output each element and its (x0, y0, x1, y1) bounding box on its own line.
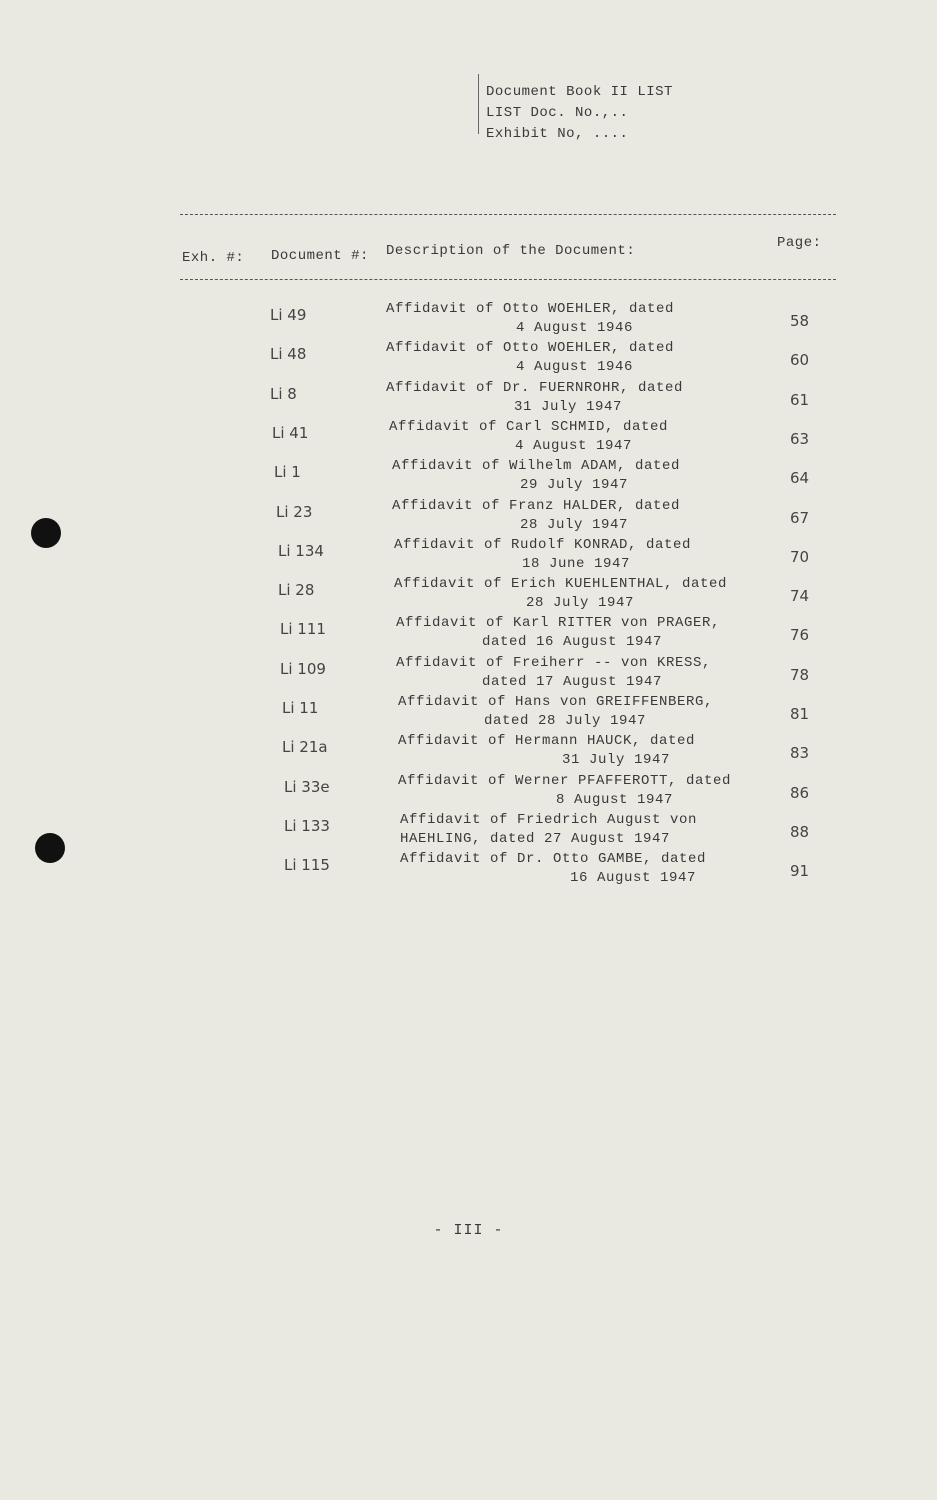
document-description (386, 379, 683, 417)
page-number-cell: 91 (790, 862, 810, 881)
description-line-2: 28 July 1947 (526, 595, 635, 612)
col-head-page: Page: (777, 235, 822, 251)
page-number-cell: 88 (790, 822, 810, 841)
description-line-2: 31 July 1947 (514, 398, 623, 415)
table-row (0, 614, 937, 654)
document-description (398, 732, 695, 770)
description-line-2: 28 July 1947 (520, 516, 629, 533)
description-line-1: Affidavit of Wilhelm ADAM, dated (392, 458, 681, 475)
document-description (389, 418, 668, 456)
exhibit-number: Li 8 (270, 384, 297, 403)
document-description (398, 772, 731, 810)
description-line-2: 16 August 1947 (570, 870, 697, 887)
exhibit-number: Li 49 (270, 306, 307, 324)
exhibit-number: Li 23 (276, 502, 313, 521)
page-number-cell: 76 (790, 626, 810, 645)
page-number: - III - (433, 1222, 504, 1239)
page-number-cell: 67 (790, 508, 810, 527)
document-description (396, 614, 720, 652)
document-description (392, 457, 680, 495)
page-number-cell: 78 (790, 665, 810, 684)
page-number-cell: 81 (790, 705, 810, 723)
page-number-cell: 61 (790, 390, 810, 409)
description-line-1: Affidavit of Dr. FUERNROHR, dated (386, 379, 684, 396)
document-description (400, 850, 706, 888)
exhibit-number: Li 33e (284, 777, 330, 796)
document-description (394, 575, 727, 613)
col-head-document: Document #: (271, 248, 369, 264)
table-row (0, 536, 937, 576)
col-head-description: Description of the Document: (386, 243, 636, 259)
exhibit-number: Li 109 (280, 659, 326, 678)
description-line-2: dated 17 August 1947 (482, 673, 663, 690)
table-row (0, 811, 937, 851)
table-row (0, 575, 937, 615)
exhibit-number: Li 1 (274, 463, 301, 482)
description-line-2: HAEHLING, dated 27 August 1947 (400, 830, 671, 847)
description-line-1: Affidavit of Friedrich August von (400, 811, 698, 828)
table-row (0, 654, 937, 694)
description-line-1: Affidavit of Erich KUEHLENTHAL, dated (394, 576, 728, 593)
exhibit-number: Li 21a (282, 738, 328, 757)
exhibit-number: Li 134 (278, 541, 324, 560)
top-divider (180, 214, 836, 215)
table-row (0, 497, 937, 537)
exhibit-number: Li 115 (284, 856, 330, 875)
description-line-1: Affidavit of Hermann HAUCK, dated (398, 733, 696, 750)
table-row (0, 732, 937, 772)
page-number-cell: 58 (790, 312, 810, 330)
table-row (0, 850, 937, 890)
document-description (396, 654, 711, 692)
document-description (386, 300, 674, 338)
description-line-1: Affidavit of Otto WOEHLER, dated (386, 340, 675, 357)
exhibit-number: Li 133 (284, 816, 330, 835)
description-line-1: Affidavit of Werner PFAFFEROTT, dated (398, 772, 732, 789)
description-line-2: 4 August 1947 (515, 437, 633, 454)
header-block (486, 82, 673, 145)
exhibit-number: Li 41 (272, 423, 309, 442)
description-line-1: Affidavit of Hans von GREIFFENBERG, (398, 694, 714, 710)
exhibit-number: Li 28 (278, 581, 315, 600)
margin-mark (478, 74, 479, 134)
page-number-cell: 60 (790, 351, 810, 370)
table-row (0, 339, 937, 379)
description-line-2: 4 August 1946 (516, 359, 634, 376)
table-row (0, 379, 937, 419)
col-head-exh: Exh. #: (182, 250, 245, 266)
document-description (400, 811, 697, 849)
page-number-cell: 74 (790, 587, 810, 606)
document-description (392, 497, 680, 535)
page-number-cell: 70 (790, 547, 810, 566)
exhibit-number: Li 11 (282, 699, 319, 717)
description-line-1: Affidavit of Dr. Otto GAMBE, dated (400, 851, 707, 868)
description-line-2: 8 August 1947 (556, 791, 674, 808)
table-row (0, 772, 937, 812)
description-line-2: dated 16 August 1947 (482, 634, 663, 651)
document-description (386, 339, 674, 377)
header-exhibit-no: Exhibit No, .... (486, 126, 629, 142)
description-line-2: 4 August 1946 (516, 320, 634, 336)
header-divider (180, 279, 836, 280)
description-line-1: Affidavit of Carl SCHMID, dated (389, 418, 669, 435)
page-number-cell: 86 (790, 783, 810, 802)
document-description (394, 536, 691, 574)
description-line-2: 29 July 1947 (520, 477, 629, 494)
page-number-cell: 64 (790, 469, 810, 488)
document-description (398, 693, 713, 731)
page-number-cell: 83 (790, 744, 810, 763)
table-row (0, 693, 937, 733)
table-row (0, 418, 937, 458)
table-row (0, 300, 937, 340)
description-line-2: 18 June 1947 (522, 555, 631, 572)
description-line-1: Affidavit of Freiherr -- von KRESS, (396, 654, 712, 671)
description-line-1: Affidavit of Otto WOEHLER, dated (386, 301, 675, 317)
exhibit-number: Li 48 (270, 345, 307, 364)
description-line-2: dated 28 July 1947 (484, 713, 647, 729)
description-line-1: Affidavit of Rudolf KONRAD, dated (394, 536, 692, 553)
description-line-1: Affidavit of Franz HALDER, dated (392, 497, 681, 514)
header-doc-no: LIST Doc. No.,.. (486, 105, 629, 121)
exhibit-number: Li 111 (280, 620, 326, 639)
description-line-1: Affidavit of Karl RITTER von PRAGER, (396, 615, 721, 632)
page-number-cell: 63 (790, 429, 810, 448)
description-line-2: 31 July 1947 (562, 752, 671, 769)
table-row (0, 457, 937, 497)
header-title: Document Book II LIST (486, 84, 673, 100)
